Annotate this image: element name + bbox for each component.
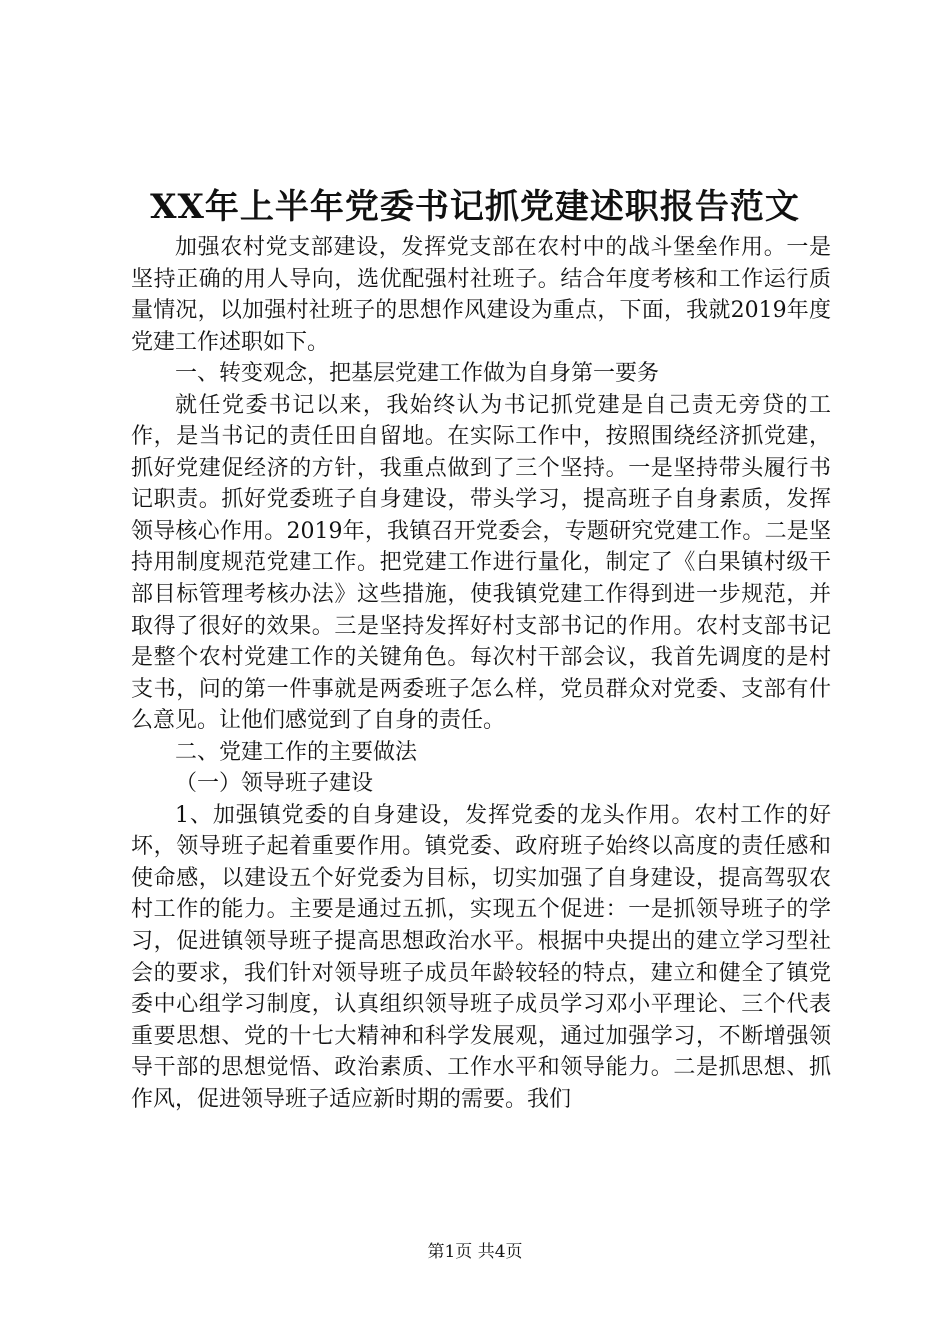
document-title: XX年上半年党委书记抓党建述职报告范文: [150, 187, 800, 227]
page-number-footer: 第1页 共4页: [427, 1242, 523, 1262]
paragraph-subsection-1: 1、加强镇党委的自身建设，发挥党委的龙头作用。农村工作的好坏，领导班子起着重要作用。镇党委、政府班子始终以高度的责任感和使命感，以建设五个好党委为目标，切实加强了自身建设，提高驾驭农村工作的能力。主要是通过五抓，实现五个促进：一是抓领导班子的学习，促进镇领导班子提高思想政治水平。根据中央提出的建立学习型社会的要求，我们针对领导班子成员年龄较轻的特点，建立和健全了镇党委中心组学习制度，认真组织领导班子成员学习邓小平理论、三个代表重要思想、党的十七大精神和科学发展观，通过加强学习，不断增强领导干部的思想觉悟、政治素质、工作水平和领导能力。二是抓思想、抓作风，促进领导班子适应新时期的需要。我们: [131, 802, 831, 1112]
paragraph-section-1: 就任党委书记以来，我始终认为书记抓党建是自己责无旁贷的工作，是当书记的责任田自留地。在实际工作中，按照围绕经济抓党建，抓好党建促经济的方针，我重点做到了三个坚持。一是坚持带头履行书记职责。抓好党委班子自身建设，带头学习，提高班子自身素质，发挥领导核心作用。2019年，我镇召开党委会，专题研究党建工作。二是坚持用制度规范党建工作。把党建工作进行量化，制定了《白果镇村级干部目标管理考核办法》这些措施，使我镇党建工作得到进一步规范，并取得了很好的效果。三是坚持发挥好村支部书记的作用。农村支部书记是整个农村党建工作的关键角色。每次村干部会议，我首先调度的是村支书，问的第一件事就是两委班子怎么样，党员群众对党委、支部有什么意见。让他们感觉到了自身的责任。: [131, 392, 831, 734]
section-heading-2: 二、党建工作的主要做法: [175, 739, 418, 765]
subsection-heading-1: （一）领导班子建设: [175, 771, 374, 797]
section-heading-1: 一、转变观念，把基层党建工作做为自身第一要务: [175, 361, 660, 387]
paragraph-intro: 加强农村党支部建设，发挥党支部在农村中的战斗堡垒作用。一是坚持正确的用人导向，选优配强村社班子。结合年度考核和工作运行质量情况，以加强村社班子的思想作风建设为重点，下面，我就2019年度党建工作述职如下。: [131, 235, 831, 355]
document-body: [131, 232, 831, 1115]
